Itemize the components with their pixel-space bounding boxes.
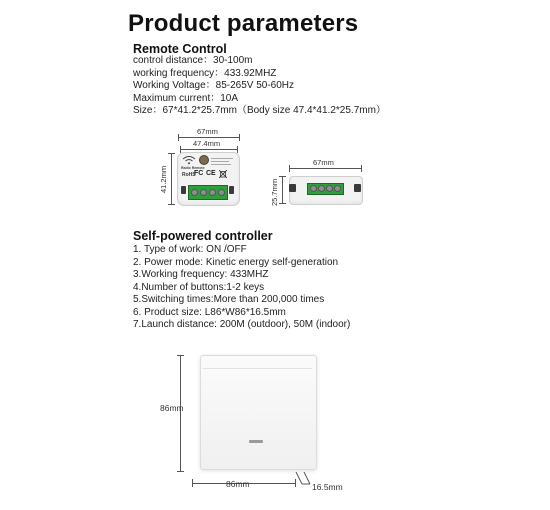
dim-tick — [177, 471, 184, 472]
terminal-screw — [326, 185, 333, 192]
dim-height-line — [171, 153, 172, 205]
terminal-screw — [318, 185, 325, 192]
rohs-mark: RoHS — [182, 172, 196, 178]
controller-spec-line: 5.Switching times:More than 200,000 times — [133, 294, 325, 305]
dim-tick — [279, 203, 286, 204]
fc-mark: FC — [194, 170, 204, 177]
weee-bin-icon — [219, 170, 227, 178]
remote-spec-line: control distance：30-100m — [133, 55, 253, 66]
controller-spec-list — [133, 244, 350, 332]
wireless-icon — [182, 155, 196, 165]
remote-spec-line: Maximum current：10A — [133, 92, 239, 104]
terminal-screw — [334, 185, 341, 192]
terminal-tab — [289, 184, 296, 192]
remote-spec-line: Working Voltage：85-265V 50-60Hz — [133, 80, 295, 92]
terminal-tab — [229, 186, 234, 194]
controller-spec-line: 7.Launch distance: 200M (outdoor), 50M (indoor) — [133, 319, 351, 330]
controller-spec-line: 4.Number of buttons:1-2 keys — [133, 281, 265, 293]
terminal-tab — [181, 186, 186, 194]
learn-button — [199, 155, 209, 165]
dim-tick — [178, 134, 179, 141]
terminal-screw — [209, 189, 216, 196]
dim-body-width-line — [180, 149, 238, 150]
dim-overall-width-line — [178, 137, 240, 138]
label-text-line — [211, 164, 231, 165]
label-text-line — [211, 161, 229, 162]
dim-tick — [289, 165, 290, 172]
wall-switch-panel — [200, 355, 317, 470]
dim-side-width-label: 67mm — [313, 158, 334, 167]
remote-spec-line: working frequency：433.92MHZ — [133, 67, 277, 79]
dim-side-width-line — [289, 168, 362, 169]
dim-tick — [192, 479, 193, 487]
dim-tick — [168, 204, 175, 205]
dim-body-width-label: 47.4mm — [193, 139, 221, 148]
terminal-screw — [310, 185, 317, 192]
switch-indicator-light — [249, 440, 263, 443]
device-brand-text: Radio Remote — [181, 166, 205, 170]
dim-switch-width-label: 86mm — [226, 479, 250, 489]
dim-overall-width-label: 67mm — [197, 127, 218, 136]
dim-depth-label: 25.7mm — [270, 178, 279, 206]
dim-tick — [279, 176, 286, 177]
page-title: Product parameters — [128, 10, 359, 37]
label-text-line — [211, 158, 233, 159]
dim-height-label: 41.2mm — [159, 165, 168, 193]
remote-control-heading: Remote Control — [133, 42, 227, 56]
controller-spec-line: 6. Product size: L86*W86*16.5mm — [133, 306, 286, 318]
dim-tick — [168, 153, 175, 154]
terminal-tab — [354, 184, 361, 192]
controller-spec-line: 2. Power mode: Kinetic energy self-generation — [133, 256, 339, 268]
controller-heading: Self-powered controller — [133, 229, 273, 243]
dim-switch-height-label: 86mm — [160, 403, 184, 413]
terminal-screw — [218, 189, 225, 196]
dim-switch-depth-label: 16.5mm — [312, 482, 343, 492]
dim-tick — [239, 134, 240, 141]
ce-mark: CE — [206, 170, 216, 177]
dim-switch-height-line — [180, 355, 181, 472]
dim-tick — [361, 165, 362, 172]
remote-spec-line: Size：67*41.2*25.7mm（Body size 47.4*41.2*25.7mm） — [133, 105, 386, 117]
dim-depth-line — [282, 176, 283, 204]
panel-seam — [203, 368, 312, 369]
controller-spec-line: 3.Working frequency: 433MHZ — [133, 269, 269, 280]
dim-tick — [177, 355, 184, 356]
controller-spec-line: 1. Type of work: ON /OFF — [133, 244, 247, 255]
terminal-screw — [200, 189, 207, 196]
terminal-screw — [191, 189, 198, 196]
dim-tick — [237, 146, 238, 153]
remote-spec-list — [133, 55, 386, 118]
